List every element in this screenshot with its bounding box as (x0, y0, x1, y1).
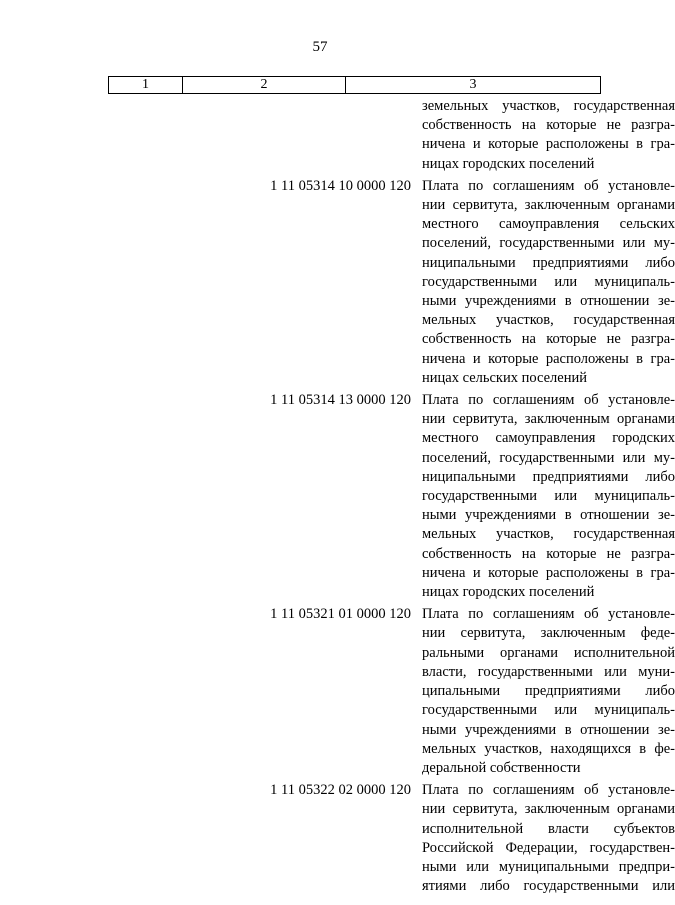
description-line: ницах сельских поселений (422, 369, 587, 386)
table-body (108, 97, 675, 896)
description-line: мельных участков, государственная (422, 312, 675, 329)
description-line: ными учреждениями в отношении зе- (422, 721, 675, 738)
table-header-col-3: 3 (469, 77, 477, 92)
description-line: собственность на которые не разгра- (422, 331, 675, 348)
description-line: нии сервитута, заключенным органами (422, 197, 675, 214)
row-code: 1 11 05314 13 0000 120 (270, 392, 411, 409)
description-line: Плата по соглашениям об установле- (422, 606, 675, 623)
row-description (419, 605, 675, 778)
row-code: 1 11 05314 10 0000 120 (270, 177, 411, 194)
row-description (419, 391, 675, 602)
row-description (419, 97, 675, 174)
description-line: поселений, государственными или му- (422, 449, 675, 466)
description-line: государственными или муниципаль- (422, 702, 675, 719)
description-line: нии сервитута, заключенным органами (422, 411, 675, 428)
description-line: ничена и которые расположены в гра- (422, 350, 675, 367)
description-line: ничена и которые расположены в гра- (422, 564, 675, 581)
table-row (108, 177, 675, 388)
description-line: государственными или муниципаль- (422, 488, 675, 505)
description-line: ничена и которые расположены в гра- (422, 136, 675, 153)
page-number: 57 (312, 39, 328, 55)
description-line: поселений, государственными или му- (422, 235, 675, 252)
table-header (108, 76, 601, 94)
description-line: мельных участков, находящихся в фе- (422, 740, 675, 757)
row-code: 1 11 05322 02 0000 120 (270, 782, 411, 799)
description-line: ральными органами исполнительной (422, 644, 675, 661)
description-line: нии сервитута, заключенным органами (422, 801, 675, 818)
description-line: ницах городских поселений (422, 155, 595, 172)
description-line: местного самоуправления сельских (422, 216, 675, 233)
row-description (419, 177, 675, 388)
description-line: деральной собственности (422, 759, 581, 776)
row-code: 1 11 05321 01 0000 120 (270, 606, 411, 623)
description-line: власти, государственными или муни- (422, 663, 675, 680)
description-line: нии сервитута, заключенным феде- (422, 625, 675, 642)
description-line: собственность на которые не разгра- (422, 117, 675, 134)
table-row (108, 605, 675, 778)
table-row (108, 97, 675, 174)
description-line: Плата по соглашениям об установле- (422, 782, 675, 799)
row-description (419, 781, 675, 896)
description-line: местного самоуправления городских (422, 430, 675, 447)
description-line: ципальными предприятиями либо (422, 683, 675, 700)
description-line: ятиями либо государственными или (422, 878, 675, 895)
description-line: ными учреждениями в отношении зе- (422, 507, 675, 524)
description-line: земельных участков, государственная (422, 98, 675, 114)
description-line: Российской Федерации, государствен- (422, 839, 675, 856)
description-line: ниципальными предприятиями либо (422, 254, 675, 271)
table-header-col-2: 2 (183, 77, 346, 93)
description-line: Плата по соглашениям об установле- (422, 392, 675, 409)
description-line: собственность на которые не разгра- (422, 545, 675, 562)
description-line: исполнительной власти субъектов (422, 820, 675, 837)
description-line: ницах городских поселений (422, 584, 595, 601)
description-line: ниципальными предприятиями либо (422, 468, 675, 485)
description-line: Плата по соглашениям об установле- (422, 177, 675, 194)
description-line: мельных участков, государственная (422, 526, 675, 543)
description-line: государственными или муниципаль- (422, 273, 675, 290)
description-line: ными или муниципальными предпри- (422, 858, 675, 875)
table-header-col-1: 1 (109, 77, 183, 93)
description-line: ными учреждениями в отношении зе- (422, 293, 675, 310)
table-row (108, 781, 675, 896)
table-row (108, 391, 675, 602)
